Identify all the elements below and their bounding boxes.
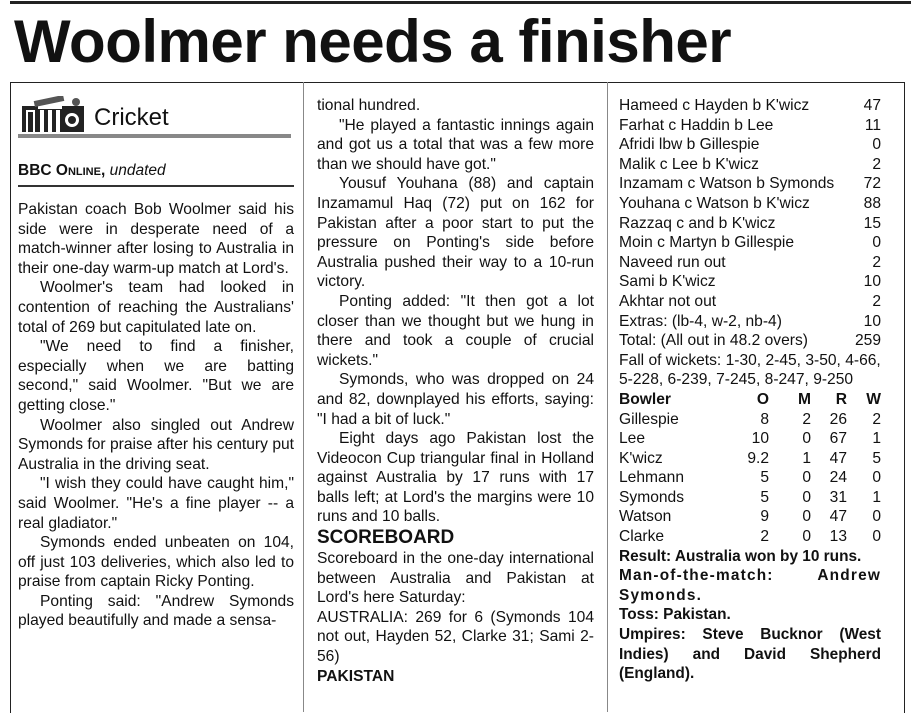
column-divider (303, 82, 304, 712)
paragraph: Pakistan coach Bob Woolmer said his side were in desperate need of a match-winner after losing to Australia in their one-day warm-up match at Lord's. (18, 201, 294, 277)
bowler-name: Clarke (619, 528, 665, 546)
source-name-rest: Online, (55, 162, 106, 179)
bowling-figure: 10 (751, 430, 769, 448)
batsman-runs: 15 (863, 214, 881, 232)
bowling-row (619, 429, 881, 449)
batsman-runs: 2 (872, 253, 881, 271)
cricket-stumps-icon (20, 96, 86, 134)
batsman-runs: 0 (872, 136, 881, 154)
headline: Woolmer needs a finisher (14, 8, 732, 75)
batsman-runs: 259 (854, 332, 881, 350)
batting-row (619, 331, 881, 351)
source-rule (18, 185, 294, 187)
bowling-figure: 67 (829, 430, 847, 448)
batsman-dismissal: Afridi lbw b Gillespie (619, 136, 760, 154)
batsman-dismissal: Sami b K'wicz (619, 273, 716, 291)
batting-row (619, 272, 881, 292)
bowling-figure: 2 (802, 410, 811, 428)
bowling-figure: 13 (829, 528, 847, 546)
bowling-figure: 9.2 (747, 449, 769, 467)
column-3 (619, 96, 881, 684)
batsman-runs: 0 (872, 234, 881, 252)
batsman-dismissal: Hameed c Hayden b K'wicz (619, 97, 810, 114)
batsman-dismissal: Moin c Martyn b Gillespie (619, 234, 795, 252)
bowling-figure: 0 (872, 528, 881, 546)
bowler-name: Gillespie (619, 410, 679, 428)
bowling-figure: 0 (802, 528, 811, 546)
section-underline (18, 134, 291, 138)
bowling-figure: 0 (802, 430, 811, 448)
bowling-figure: 47 (829, 449, 847, 467)
scoreboard-title: SCOREBOARD (317, 527, 455, 549)
paragraph: Woolmer's team had looked in contention of reaching the Australians' total of 269 but capitulated late on. (18, 279, 294, 336)
source-name-first: BBC (18, 162, 52, 179)
bowling-figure: 31 (829, 488, 847, 506)
batting-row (619, 312, 881, 332)
column-1 (18, 200, 294, 631)
batting-row (619, 174, 881, 194)
batsman-runs: 72 (863, 175, 881, 193)
batsman-dismissal: Total: (All out in 48.2 overs) (619, 332, 808, 350)
paragraph: "I wish they could have caught him," said Woolmer. "He's a fine player -- a real gladiator." (18, 475, 294, 532)
bowler-name: Lehmann (619, 469, 685, 487)
batting-row (619, 96, 881, 116)
paragraph: "He played a fantastic innings again and got us a total that was a few more than we should have got." (317, 116, 594, 173)
man-of-the-match: Man-of-the-match: Andrew Symonds. (619, 567, 881, 604)
bowling-row (619, 527, 881, 547)
batting-row (619, 155, 881, 175)
bowling-header-row (619, 390, 881, 410)
batsman-dismissal: Youhana c Watson b K'wicz (619, 194, 810, 212)
batsman-runs: 2 (872, 292, 881, 310)
batsman-runs: 10 (863, 312, 881, 330)
bowling-header-cell: M (798, 390, 811, 408)
bowling-row (619, 488, 881, 508)
paragraph: Ponting added: "It then got a lot closer than we thought but we hung in there and took a couple of crucial wickets." (317, 292, 594, 369)
bowling-header-cell: R (835, 390, 847, 408)
bowling-figure: 2 (872, 410, 881, 428)
batting-row (619, 135, 881, 155)
australia-innings: AUSTRALIA: 269 for 6 (Symonds 104 not out, Hayden 52, Clarke 31; Sami 2-56) (317, 608, 594, 666)
bowling-header-cell: Bowler (619, 390, 671, 408)
bowling-figure: 2 (760, 528, 769, 546)
batsman-dismissal: Malik c Lee b K'wicz (619, 155, 759, 173)
paragraph: "We need to find a finisher, especially when we are batting second," said Woolmer. "But we are getting close." (18, 338, 294, 414)
bowler-name: Symonds (619, 488, 685, 506)
bowling-figure: 0 (802, 508, 811, 526)
bowling-figure: 26 (829, 410, 847, 428)
toss: Toss: Pakistan. (619, 606, 731, 624)
bowling-figure: 1 (872, 488, 881, 506)
bowling-row (619, 449, 881, 469)
bowler-name: K'wicz (619, 449, 663, 467)
bowling-row (619, 410, 881, 430)
pakistan-label: PAKISTAN (317, 667, 395, 685)
batsman-dismissal: Akhtar not out (619, 292, 717, 310)
paragraph: Yousuf Youhana (88) and captain Inzamamul Haq (72) put on 162 for Pakistan after a poor start to put the pressure on Ponting's side before Australia pushed their way to a 10-run victory. (317, 175, 594, 291)
batting-row (619, 253, 881, 273)
bowling-figure: 8 (760, 410, 769, 428)
paragraph: Woolmer also singled out Andrew Symonds for praise after his century put Australia in the driving seat. (18, 416, 294, 473)
batsman-runs: 10 (863, 273, 881, 291)
batsman-dismissal: Inzamam c Watson b Symonds (619, 175, 835, 193)
result: Result: Australia won by 10 runs. (619, 547, 862, 565)
bowling-figure: 0 (802, 469, 811, 487)
scoreboard-intro: Scoreboard in the one-day international between Australia and Pakistan at Lord's here Saturday: (317, 550, 594, 607)
column-2 (317, 96, 594, 686)
batsman-runs: 11 (864, 116, 881, 134)
bowling-row (619, 507, 881, 527)
bowling-row (619, 468, 881, 488)
paragraph: Symonds ended unbeaten on 104, off just 103 deliveries, which also led to praise from captain Ricky Ponting. (18, 534, 294, 591)
batsman-runs: 2 (872, 155, 881, 173)
batsman-dismissal: Extras: (lb-4, w-2, nb-4) (619, 312, 782, 330)
bowling-figure: 0 (872, 469, 881, 487)
bowling-figure: 5 (760, 469, 769, 487)
bowling-figure: 1 (872, 430, 881, 448)
bowling-figure: 5 (760, 488, 769, 506)
section-logo (18, 96, 293, 140)
bowling-figure: 0 (872, 508, 881, 526)
batting-row (619, 194, 881, 214)
fall-of-wickets: Fall of wickets: 1-30, 2-45, 3-50, 4-66, 5-228, 6-239, 7-245, 8-247, 9-250 (619, 351, 881, 389)
batsman-runs: 88 (863, 194, 881, 212)
column-divider (607, 82, 608, 712)
source-date: undated (109, 162, 166, 179)
bowling-figure: 9 (760, 508, 769, 526)
bowling-header-cell: O (756, 390, 769, 408)
bowling-figure: 1 (802, 449, 811, 467)
paragraph: tional hundred. (317, 97, 421, 114)
umpires: Umpires: Steve Bucknor (West Indies) and David Shepherd (England). (619, 626, 881, 683)
batting-row (619, 292, 881, 312)
paragraph: Symonds, who was dropped on 24 and 82, downplayed his efforts, saying: "I had a bit of luck." (317, 371, 594, 428)
source-line (18, 160, 166, 182)
bowling-header-cell: W (866, 390, 881, 408)
batsman-dismissal: Razzaq c and b K'wicz (619, 214, 776, 232)
batting-row (619, 233, 881, 253)
bowling-figure: 5 (872, 449, 881, 467)
batsman-runs: 47 (863, 97, 881, 114)
paragraph: Eight days ago Pakistan lost the Videocon Cup triangular final in Holland against Australia by 17 runs with 17 balls left; at Lord's the margins were 10 runs and 10 balls. (317, 430, 594, 526)
batsman-dismissal: Naveed run out (619, 253, 726, 271)
section-label: Cricket (94, 104, 169, 131)
bowling-figure: 0 (802, 488, 811, 506)
bowler-name: Watson (619, 508, 672, 526)
bowler-name: Lee (619, 430, 646, 448)
batting-table (619, 96, 881, 351)
bowling-figure: 47 (829, 508, 847, 526)
batting-row (619, 214, 881, 234)
bowling-figure: 24 (829, 469, 847, 487)
paragraph: Ponting said: "Andrew Symonds played beautifully and made a sensa- (18, 592, 294, 630)
batsman-dismissal: Farhat c Haddin b Lee (619, 116, 774, 134)
batting-row (619, 116, 881, 136)
bowling-table (619, 390, 881, 547)
